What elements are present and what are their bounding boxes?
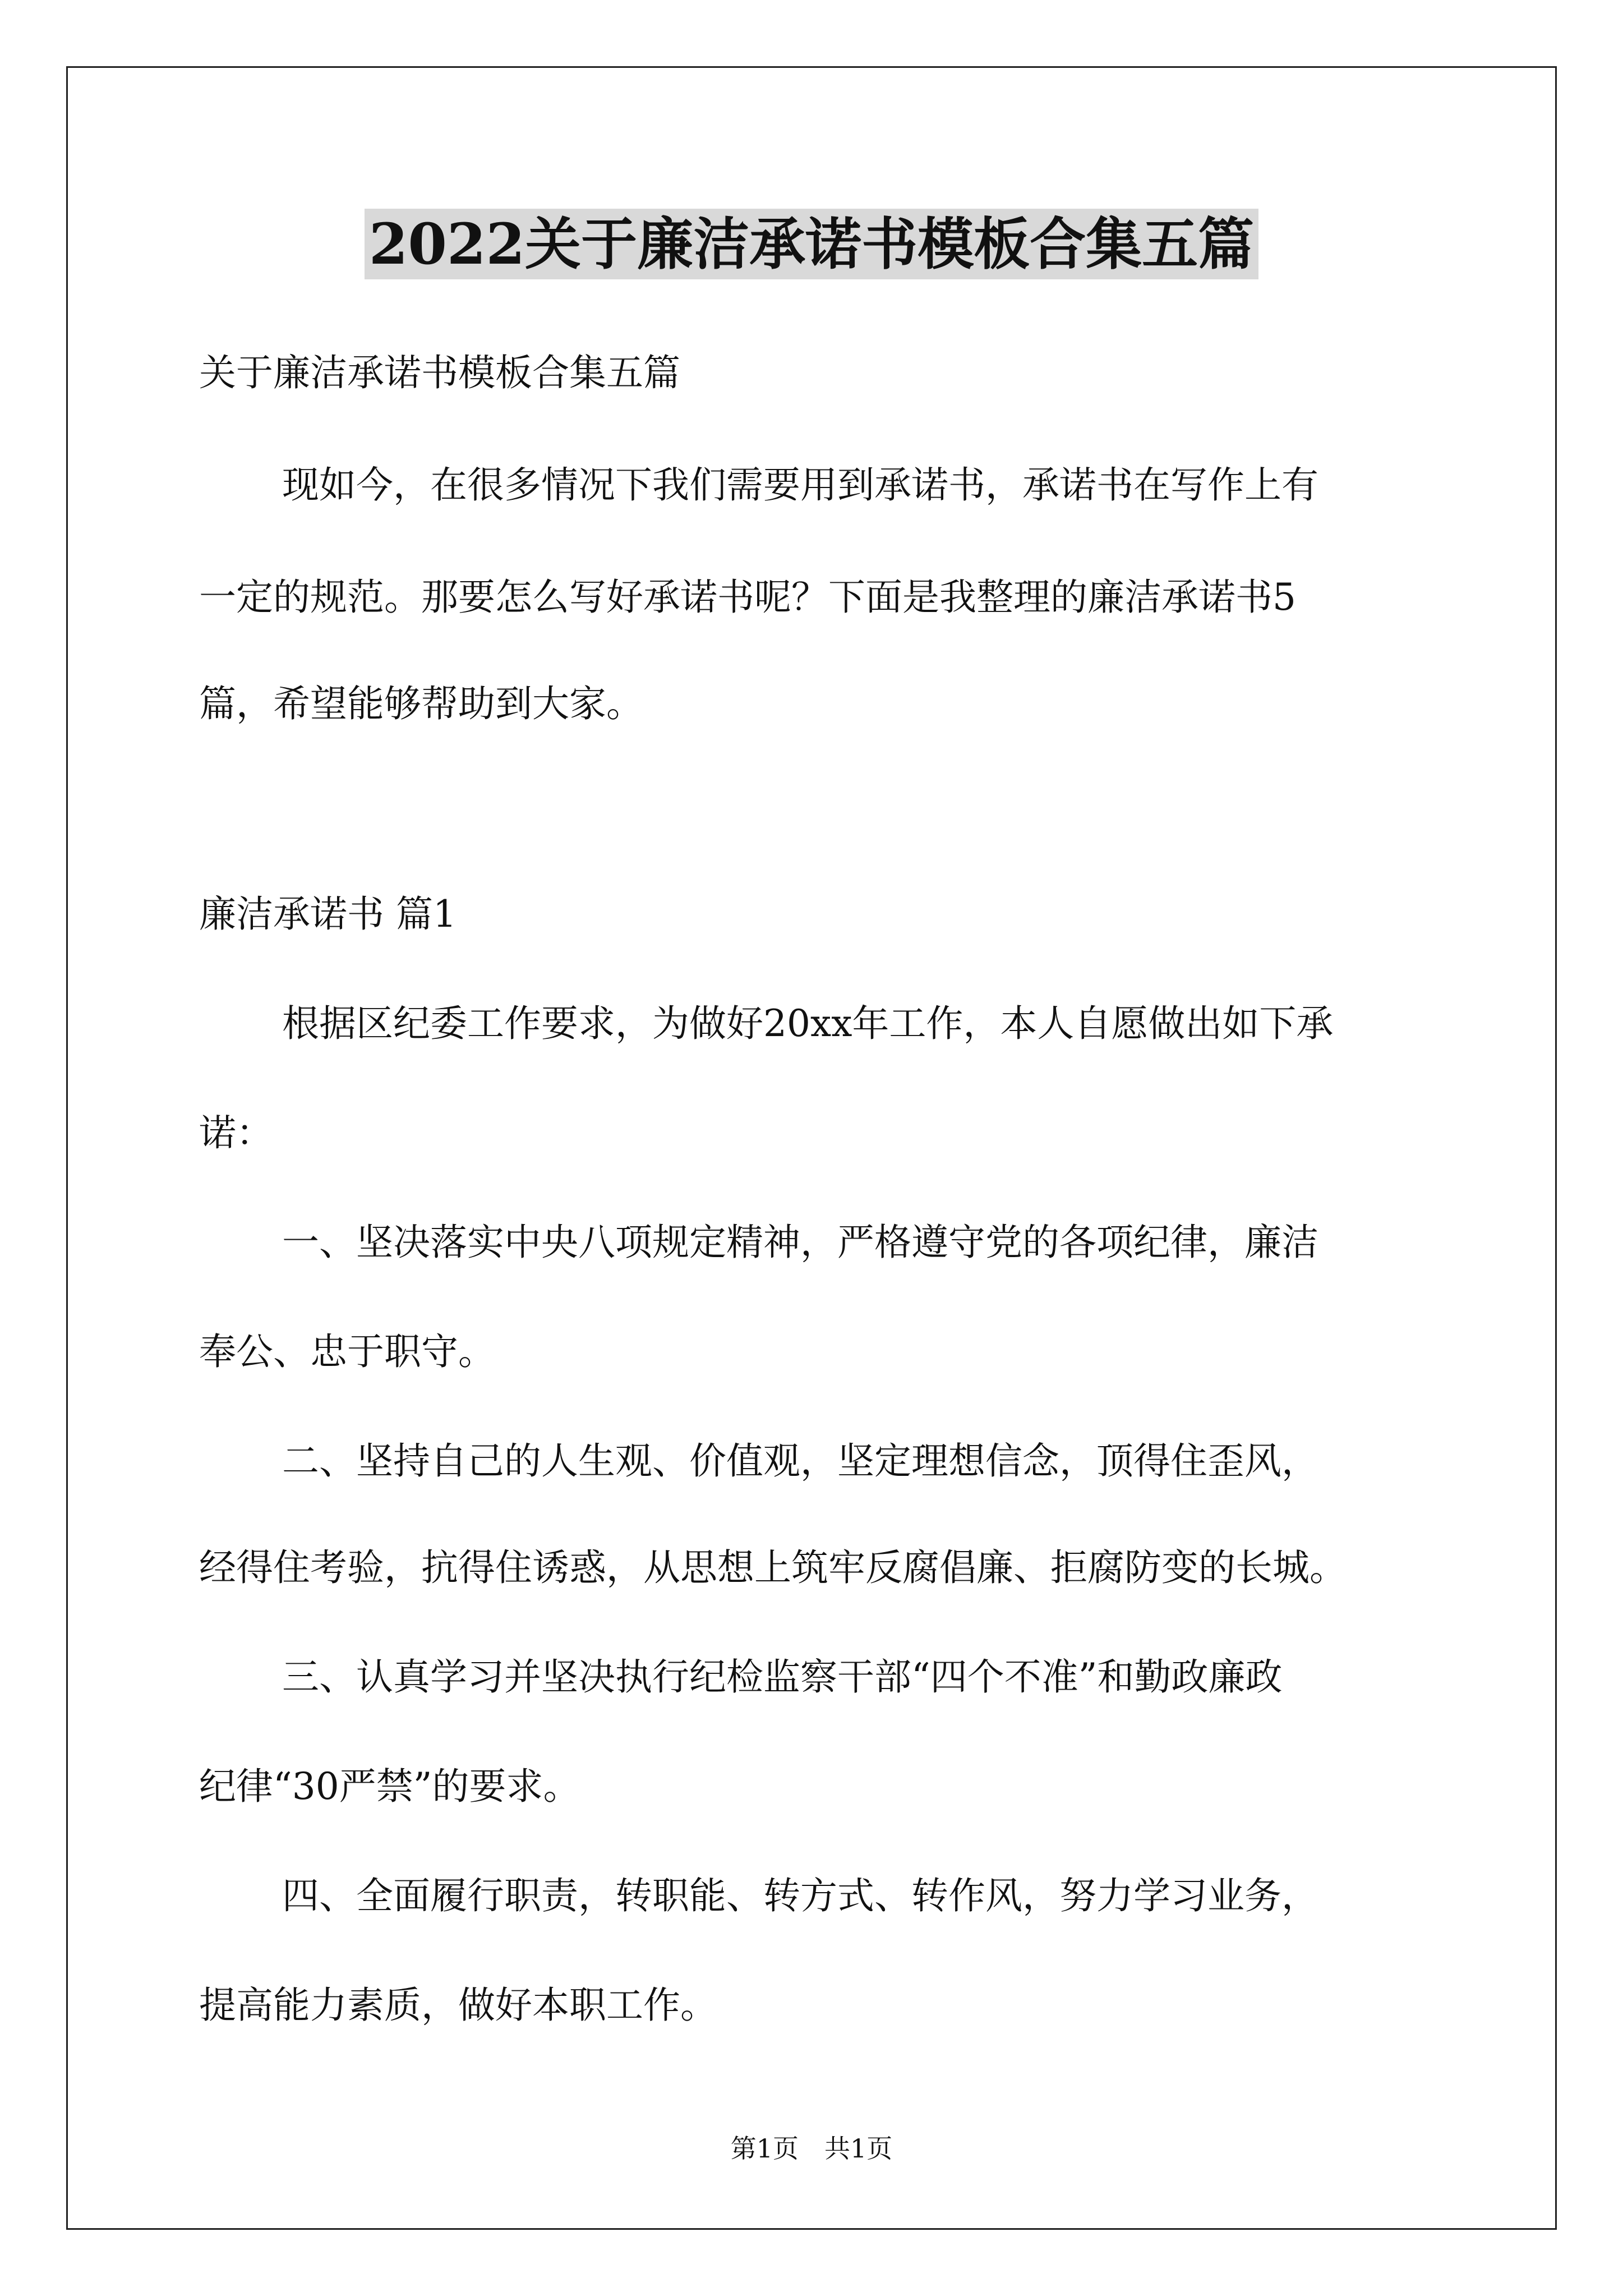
document-title bbox=[0, 205, 1623, 283]
paragraph-line: 奉公、忠于职守。 bbox=[199, 1330, 495, 1373]
paragraph-line: 经得住考验，抗得住诱惑，从思想上筑牢反腐倡廉、拒腐防变的长城。 bbox=[199, 1546, 1347, 1589]
intro-line-3: 篇，希望能够帮助到大家。 bbox=[199, 682, 643, 725]
paragraph-line: 纪律“30严禁”的要求。 bbox=[199, 1765, 580, 1808]
intro-line-2: 一定的规范。那要怎么写好承诺书呢？下面是我整理的廉洁承诺书5 bbox=[199, 576, 1296, 619]
document-title-text: 2022关于廉洁承诺书模板合集五篇 bbox=[365, 209, 1258, 279]
paragraph-line: 提高能力素质，做好本职工作。 bbox=[199, 1984, 717, 2027]
paragraph-line: 一、坚决落实中央八项规定精神，严格遵守党的各项纪律，廉洁 bbox=[282, 1221, 1318, 1264]
paragraph-line: 诺： bbox=[199, 1111, 273, 1154]
paragraph-line: 二、坚持自己的人生观、价值观，坚定理想信念，顶得住歪风， bbox=[282, 1439, 1318, 1483]
page-footer: 第1页 共1页 bbox=[730, 2133, 893, 2164]
subtitle-line: 关于廉洁承诺书模板合集五篇 bbox=[199, 351, 680, 394]
intro-line-1: 现如今，在很多情况下我们需要用到承诺书，承诺书在写作上有 bbox=[282, 463, 1318, 507]
section-heading: 廉洁承诺书 篇1 bbox=[199, 892, 457, 936]
paragraph-line: 四、全面履行职责，转职能、转方式、转作风，努力学习业务， bbox=[282, 1874, 1318, 1917]
paragraph-line: 三、认真学习并坚决执行纪检监察干部“四个不准”和勤政廉政 bbox=[282, 1655, 1283, 1699]
paragraph-line: 根据区纪委工作要求，为做好20xx年工作，本人自愿做出如下承 bbox=[282, 1002, 1334, 1045]
